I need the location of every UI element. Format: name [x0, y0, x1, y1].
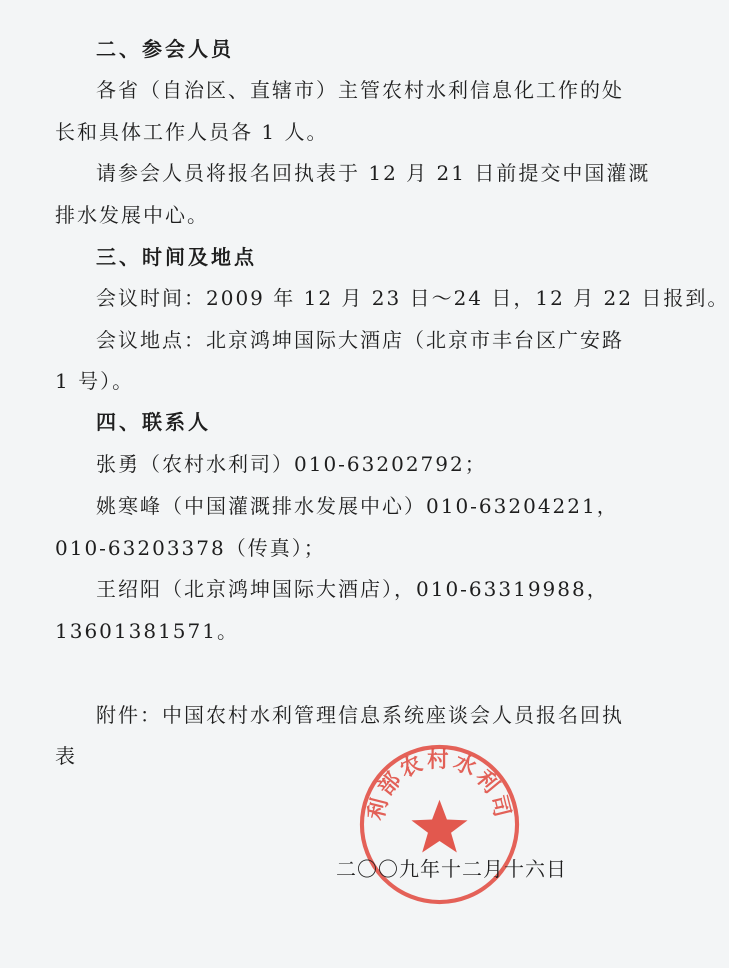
contact-yao-hanfeng: 姚寒峰（中国灌溉排水发展中心）010-63204221， [96, 494, 619, 518]
registration-line-1: 请参会人员将报名回执表于 12 月 21 日前提交中国灌溉 [96, 161, 651, 185]
participants-line-1: 各省（自治区、直辖市）主管农村水利信息化工作的处 [96, 78, 624, 102]
contact-wang-shaoyang-mobile: 13601381571。 [55, 619, 239, 643]
section-heading-participants: 二、参会人员 [96, 37, 234, 61]
seal-text: 利部农村水利司 [363, 747, 516, 823]
attachment-line-1: 附件：中国农村水利管理信息系统座谈会人员报名回执 [96, 703, 624, 727]
document-date: 二〇〇九年十二月十六日 [336, 857, 567, 881]
attachment-line-2: 表 [55, 744, 77, 768]
official-seal [357, 742, 522, 907]
seal-star-icon [411, 800, 467, 853]
contact-yao-hanfeng-fax: 010-63203378（传真）； [55, 536, 326, 560]
section-heading-contacts: 四、联系人 [96, 410, 211, 434]
meeting-place-line-2: 1 号）。 [55, 369, 135, 393]
contact-wang-shaoyang: 王绍阳（北京鸿坤国际大酒店），010-63319988， [96, 577, 609, 601]
meeting-time: 会议时间：2009 年 12 月 23 日～24 日，12 月 22 日报到。 [96, 286, 729, 310]
registration-line-2: 排水发展中心。 [55, 203, 209, 227]
participants-line-2: 长和具体工作人员各 1 人。 [55, 120, 329, 144]
contact-zhang-yong: 张勇（农村水利司）010-63202792； [96, 452, 487, 476]
meeting-place-line-1: 会议地点：北京鸿坤国际大酒店（北京市丰台区广安路 [96, 328, 624, 352]
section-heading-time-place: 三、时间及地点 [96, 245, 257, 269]
